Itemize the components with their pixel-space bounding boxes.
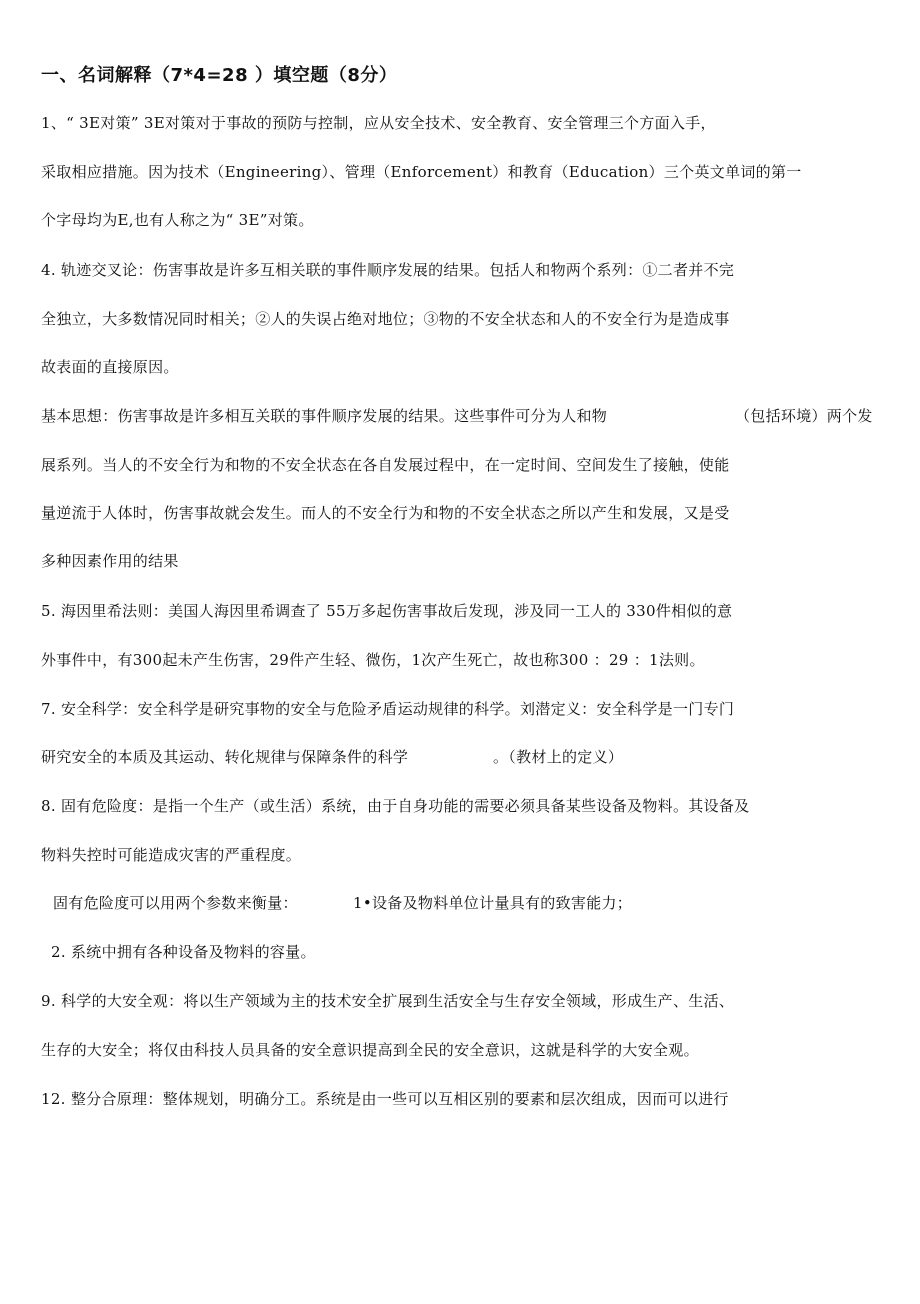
section-heading: 一、名词解释（7*4=28 ）填空题（8分） — [41, 65, 398, 86]
text-line: 7. 安全科学：安全科学是研究事物的安全与危险矛盾运动规律的科学。刘潜定义：安全科学是一门专门 — [41, 700, 735, 718]
text-line: 1、“ 3E对策” 3E对策对于事故的预防与控制，应从安全技术、安全教育、安全管理三个方面入手， — [41, 114, 716, 132]
text-line: 故表面的直接原因。 — [41, 358, 179, 376]
text-line: 4. 轨迹交叉论：伤害事故是许多互相关联的事件顺序发展的结果。包括人和物两个系列：①二者并不完 — [41, 261, 735, 279]
text-line: 5. 海因里希法则：美国人海因里希调查了 55万多起伤害事故后发现，涉及同一工人的 330件相似的意 — [41, 602, 733, 620]
text-line: 展系列。当人的不安全行为和物的不安全状态在各自发展过程中，在一定时间、空间发生了接触，使能 — [41, 456, 730, 474]
text-line-continuation: 1•设备及物料单位计量具有的致害能力； — [353, 894, 633, 912]
text-line: 多种因素作用的结果 — [41, 552, 179, 570]
text-line: 9. 科学的大安全观：将以生产领域为主的技术安全扩展到生活安全与生存安全领域，形成生产、生活、 — [41, 992, 735, 1010]
text-line: 研究安全的本质及其运动、转化规律与保障条件的科学 — [41, 748, 409, 766]
text-line: 外事件中，有300起未产生伤害，29件产生轻、微伤，1次产生死亡，故也称300 ：29 ：1法则。 — [41, 651, 705, 669]
text-line: 固有危险度可以用两个参数来衡量： — [53, 894, 298, 912]
text-line-continuation: （包括环境）两个发 — [735, 407, 873, 425]
text-line-continuation: 。（教材上的定义） — [493, 748, 624, 766]
text-line: 基本思想：伤害事故是许多相互关联的事件顺序发展的结果。这些事件可分为人和物 — [41, 407, 608, 425]
text-line: 物料失控时可能造成灾害的严重程度。 — [41, 846, 302, 864]
text-line: 采取相应措施。因为技术（Engineering）、管理（Enforcement）和教育（Education）三个英文单词的第一 — [41, 163, 802, 181]
text-line: 生存的大安全；将仅由科技人员具备的安全意识提高到全民的安全意识，这就是科学的大安全观。 — [41, 1041, 699, 1059]
text-line: 全独立，大多数情况同时相关；②人的失误占绝对地位；③物的不安全状态和人的不安全行为是造成事 — [41, 310, 730, 328]
text-line: 8. 固有危险度：是指一个生产（或生活）系统，由于自身功能的需要必须具备某些设备及物料。其设备及 — [41, 797, 750, 815]
text-line: 2. 系统中拥有各种设备及物料的容量。 — [51, 943, 316, 961]
text-line: 量逆流于人体时，伤害事故就会发生。而人的不安全行为和物的不安全状态之所以产生和发展，又是受 — [41, 504, 730, 522]
text-line: 个字母均为E,也有人称之为“ 3E”对策。 — [41, 211, 314, 229]
text-line: 12. 整分合原理：整体规划，明确分工。系统是由一些可以互相区别的要素和层次组成，因而可以进行 — [41, 1090, 729, 1108]
